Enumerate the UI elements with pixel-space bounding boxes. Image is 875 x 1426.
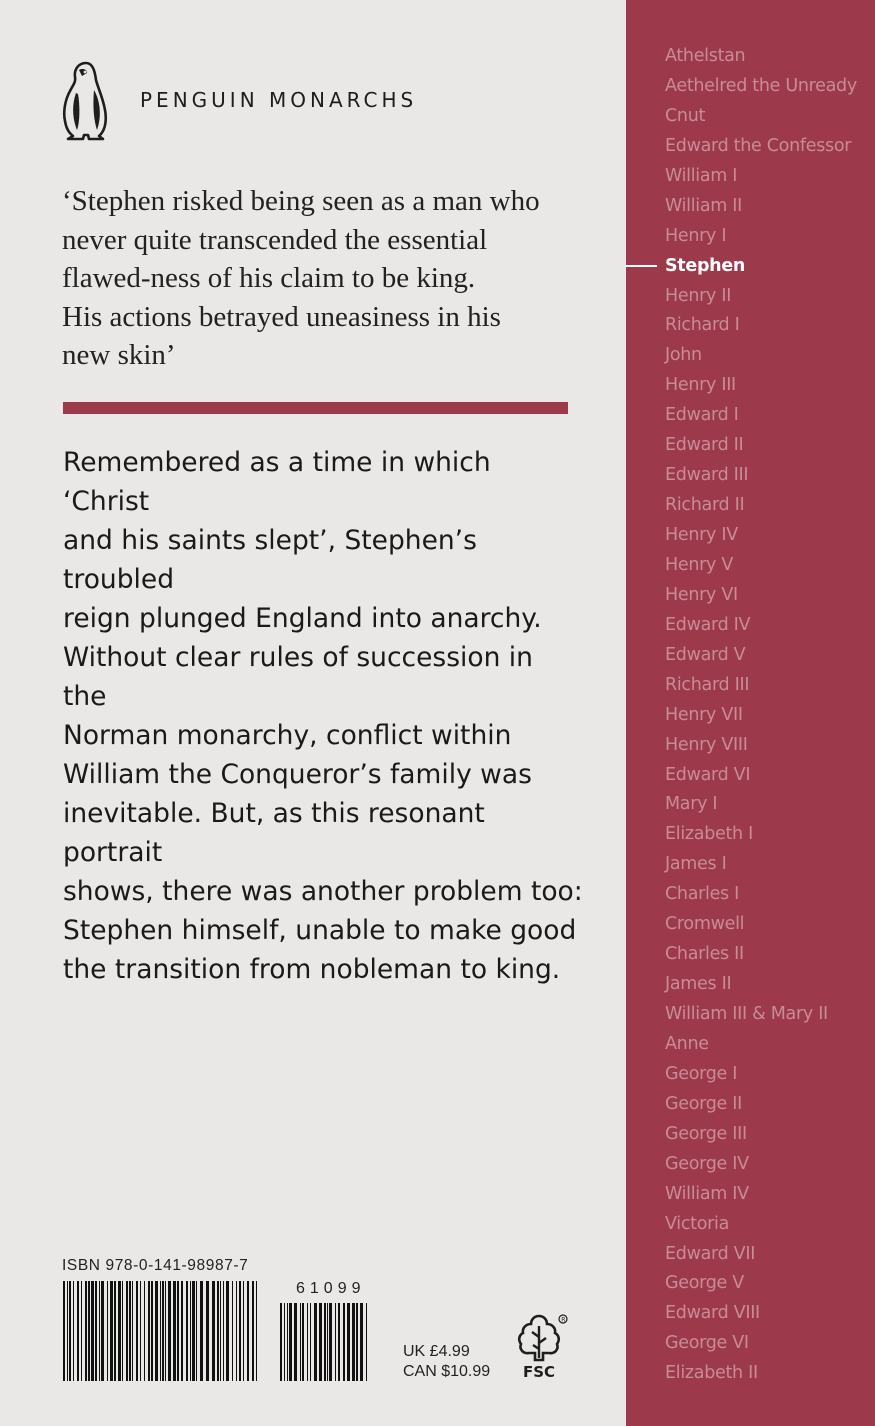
monarch-item: Cromwell [665,914,745,935]
monarch-item: Edward the Confessor [665,135,852,156]
monarch-item: Richard III [665,674,750,695]
barcode-addon-icon [280,1303,369,1381]
monarch-item: Edward I [665,405,739,426]
monarch-item: Edward V [665,644,746,665]
price-can: CAN $10.99 [403,1363,491,1380]
fsc-label: FSC [522,1363,556,1381]
monarch-item: Aethelred the Unready [665,75,857,96]
quote-line: ‘Stephen risked being seen as a man who [62,185,540,217]
quote-line: new skin’ [62,339,176,371]
monarch-item: Victoria [665,1213,730,1234]
blurb-line: shows, there was another problem too: [63,876,583,907]
blurb-line: Without clear rules of succession in the [63,642,533,712]
monarch-item: William IV [665,1183,749,1204]
quote-line: His actions betrayed uneasiness in his [62,300,501,333]
monarch-item: Richard II [665,495,745,516]
monarch-item: Henry VII [665,704,743,725]
monarch-item: Edward III [665,465,749,486]
blurb-line: Stephen himself, unable to make good [63,915,577,946]
monarch-item: William I [665,165,738,186]
barcode-addon-number: 61099 [296,1280,366,1297]
blurb-line: Norman monarchy, conflict within [63,720,512,751]
monarch-item: Elizabeth I [665,824,753,845]
monarch-item: Edward VI [665,764,751,785]
monarch-item: Edward VII [665,1243,756,1264]
isbn-text: ISBN 978-0-141-98987-7 [62,1257,249,1274]
monarch-item: Athelstan [665,46,746,66]
monarch-item: William III & Mary II [665,1004,828,1024]
monarch-item: Mary I [665,794,718,815]
monarch-item: Henry I [665,225,727,246]
quote-line: never quite transcended the essential [62,223,488,256]
monarch-item: James II [665,974,732,995]
current-monarch-marker [626,265,657,267]
blurb-line: William the Conqueror’s family was [63,759,532,790]
blurb-line: reign plunged England into anarchy. [63,603,542,634]
price-uk: UK £4.99 [403,1343,470,1360]
section-divider [63,402,568,414]
monarch-item: John [665,345,702,366]
monarch-item: Henry VIII [665,734,748,755]
monarch-item: Stephen [665,255,746,276]
monarch-list [665,41,857,1388]
monarch-item: Henry III [665,375,736,396]
price-block [403,1342,490,1382]
fsc-logo-icon [508,1312,570,1382]
monarch-item: Henry II [665,285,732,306]
monarch-item: Elizabeth II [665,1363,758,1384]
monarch-item: Edward IV [665,614,751,635]
monarch-item: Charles II [665,944,744,965]
monarch-item: Cnut [665,105,706,126]
svg-text:R: R [561,1316,566,1324]
quote-line: flawed-ness of his claim to be king. [62,262,476,294]
monarch-item: George III [665,1123,747,1144]
monarch-item: James I [665,854,727,875]
blurb-line: Remembered as a time in which ‘Christ [63,447,491,517]
monarch-item: George V [665,1273,744,1294]
monarch-item: Henry VI [665,584,738,605]
barcode-icon [63,1281,262,1381]
blurb-line: and his saints slept’, Stephen’s troubled [63,525,477,595]
monarch-item: Charles I [665,884,739,905]
monarch-item: George I [665,1063,738,1084]
series-title: PENGUIN MONARCHS [140,88,418,112]
monarch-item: Edward VIII [665,1303,760,1324]
monarch-item: William II [665,195,743,216]
series-brand [56,60,418,142]
monarch-item: Edward II [665,435,744,456]
blurb-line: inevitable. But, as this resonant portrait [63,798,485,868]
pull-quote [62,182,582,375]
monarch-item: Anne [665,1033,709,1054]
monarch-item: Henry V [665,554,734,575]
blurb [63,443,583,989]
monarch-item: Henry IV [665,525,738,545]
monarch-item: George IV [665,1153,749,1174]
penguin-logo-icon [56,60,114,142]
monarch-item: George II [665,1093,742,1114]
blurb-line: the transition from nobleman to king. [63,954,561,985]
monarch-item: Richard I [665,315,740,336]
monarch-item: George VI [665,1333,749,1354]
